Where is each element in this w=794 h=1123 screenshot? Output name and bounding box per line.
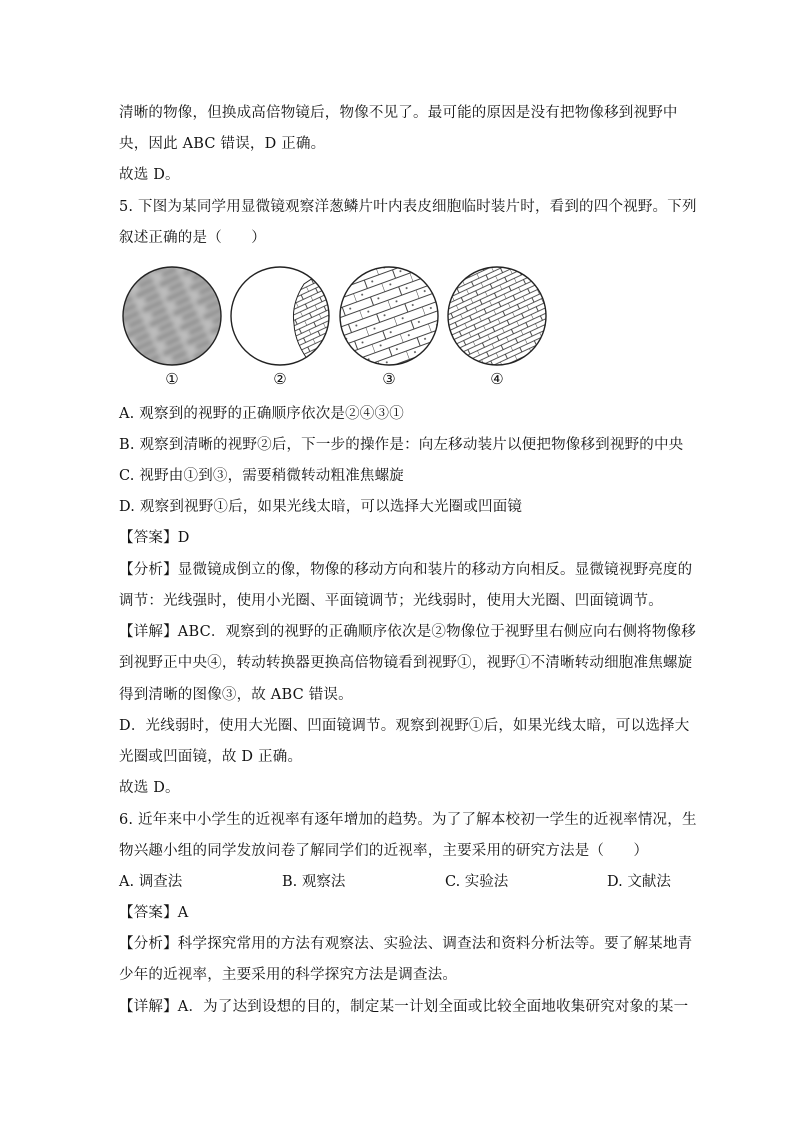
- q6-option-b: B. 观察法: [282, 874, 346, 890]
- q5-analysis-line-1: 【分析】显微镜成倒立的像，物像的移动方向和装片的移动方向相反。显微镜视野亮度的: [119, 562, 693, 578]
- figure-label-4: ④: [490, 370, 504, 388]
- q5-analysis-line-2: 调节：光线强时，使用小光圈、平面镜调节；光线弱时，使用大光圈、凹面镜调节。: [119, 593, 663, 609]
- q6-analysis-line-2: 少年的近视率，主要采用的科学探究方法是调查法。: [119, 967, 458, 983]
- q5-conclusion: 故选 D。: [119, 780, 180, 796]
- q5-answer: 【答案】D: [119, 530, 190, 546]
- q6-detail-line-1: 【详解】A．为了达到设想的目的，制定某一计划全面或比较全面地收集研究对象的某一: [119, 999, 689, 1015]
- q6-answer: 【答案】A: [119, 905, 189, 921]
- q5-stem-line-2: 叙述正确的是（ ）: [119, 230, 266, 246]
- q5-stem-line-1: 5. 下图为某同学用显微镜观察洋葱鳞片叶内表皮细胞临时装片时，看到的四个视野。下列: [119, 199, 697, 215]
- field-2-offcenter: [231, 264, 334, 374]
- q5-detail-line-5: 光圈或凹面镜，故 D 正确。: [119, 749, 303, 765]
- field-3-clear-large: [337, 264, 447, 374]
- q6-option-a: A. 调查法: [119, 874, 183, 890]
- q5-detail-line-2: 到视野正中央④，转动转换器更换高倍物镜看到视野①，视野①不清晰转动细胞准焦螺旋: [119, 655, 693, 671]
- figure-label-1: ①: [165, 370, 179, 388]
- q5-detail-line-1: 【详解】ABC．观察到的视野的正确顺序依次是②物像位于视野里右侧应向右侧将物像移: [119, 624, 696, 640]
- q6-stem-line-1: 6. 近年来中小学生的近视率有逐年增加的趋势。为了了解本校初一学生的近视率情况，生: [119, 812, 697, 828]
- q5-detail-line-4: D．光线弱时，使用大光圈、凹面镜调节。观察到视野①后，如果光线太暗，可以选择大: [119, 718, 690, 734]
- prev-explanation-line-1: 清晰的物像，但换成高倍物镜后，物像不见了。最可能的原因是没有把物像移到视野中: [119, 105, 678, 121]
- q6-stem-line-2: 物兴趣小组的同学发放问卷了解同学们的近视率，主要采用的研究方法是（ ）: [119, 843, 649, 859]
- q5-option-c: C. 视野由①到③，需要稍微转动粗准焦螺旋: [119, 468, 404, 484]
- q5-detail-line-3: 得到清晰的图像③，故 ABC 错误。: [119, 687, 353, 703]
- q6-analysis-line-1: 【分析】科学探究常用的方法有观察法、实验法、调查法和资料分析法等。要了解某地青: [119, 936, 693, 952]
- q6-option-c: C. 实验法: [445, 874, 509, 890]
- figure-label-2: ②: [273, 370, 287, 388]
- q5-option-d: D. 观察到视野①后，如果光线太暗，可以选择大光圈或凹面镜: [119, 499, 523, 515]
- q6-options: [119, 870, 679, 892]
- prev-explanation-line-2: 央，因此 ABC 错误，D 正确。: [119, 136, 326, 152]
- figure-label-3: ③: [382, 370, 396, 388]
- microscope-fields-figure: [119, 264, 559, 394]
- field-1-blurry: [119, 264, 229, 374]
- q5-option-b: B. 观察到清晰的视野②后，下一步的操作是：向左移动装片以便把物像移到视野的中央: [119, 437, 684, 453]
- q6-option-d: D. 文献法: [607, 874, 671, 890]
- prev-conclusion: 故选 D。: [119, 167, 180, 183]
- q5-option-a: A. 观察到的视野的正确顺序依次是②④③①: [119, 406, 404, 422]
- field-4-centered-small: [445, 264, 555, 374]
